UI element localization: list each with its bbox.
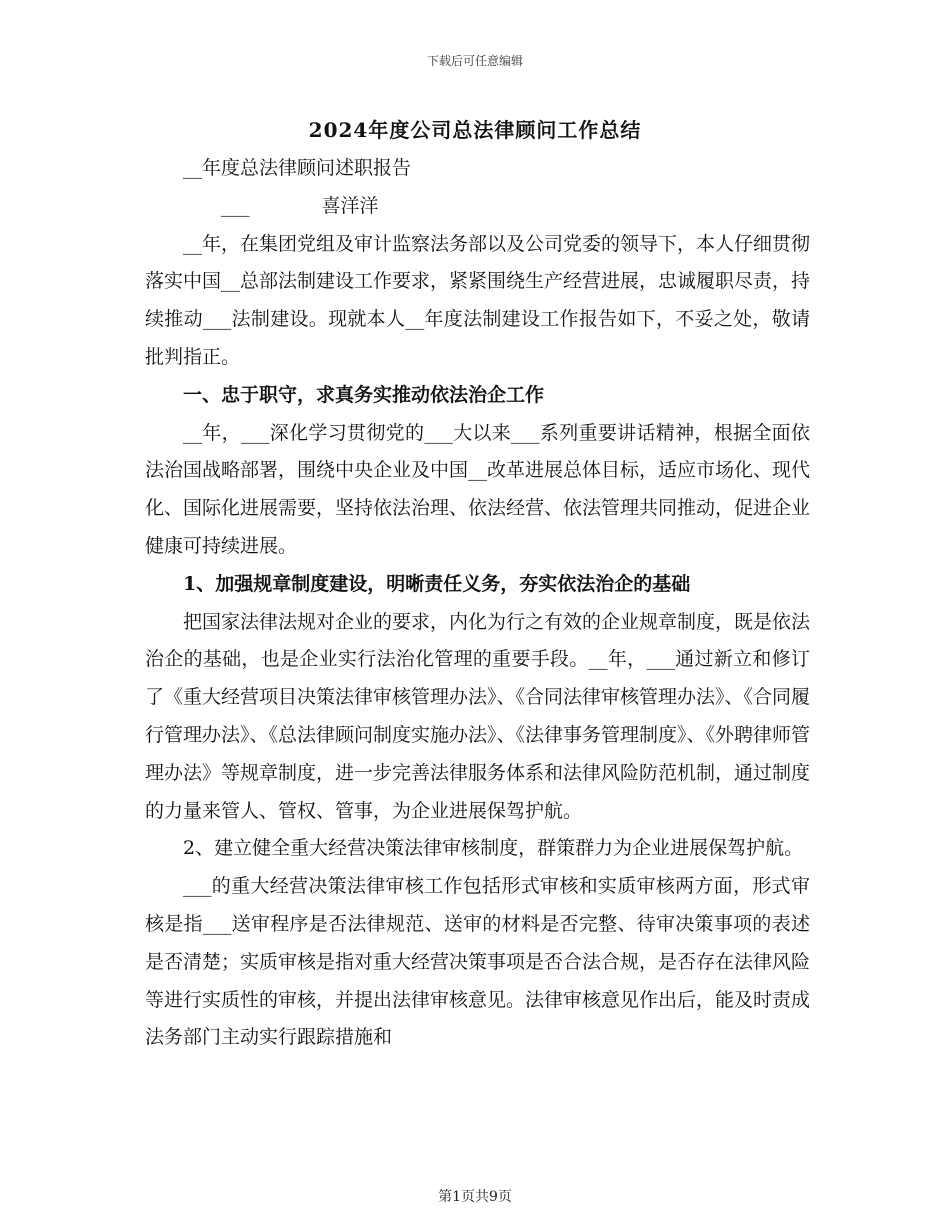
paragraph-intro: __年，在集团党组及审计监察法务部以及公司党委的领导下，本人仔细贯彻落实中国__总部法制建设工作要求，紧紧围绕生产经营进展，忠诚履职尽责，持续推动___法制建设。现就本人__年度法制建设工作报告如下，不妥之处，敬请批判指正。 bbox=[145, 232, 811, 368]
author-line bbox=[145, 188, 810, 226]
document-body bbox=[145, 150, 810, 1057]
paragraph-section-1: __年，___深化学习贯彻党的___大以来___系列重要讲话精神，根据全面依法治国战略部署，围绕中央企业及中国__改革进展总体目标，适应市场化、现代化、国际化进展需要，坚持依法治理、依法经营、依法管理共同推动，促进企业健康可持续进展。 bbox=[145, 421, 811, 557]
page-footer: 第1页共9页 bbox=[438, 1189, 512, 1205]
document-title: 2024年度公司总法律顾问工作总结 bbox=[308, 118, 642, 142]
paragraph-subsection-2: 2、建立健全重大经营决策法律审核制度，群策群力为企业进展保驾护航。 bbox=[183, 837, 804, 860]
subsection-heading-1: 1、加强规章制度建设，明晰责任义务，夯实依法治企的基础 bbox=[183, 572, 691, 595]
paragraph-regulations: 把国家法律法规对企业的要求，内化为行之有效的企业规章制度，既是依法治企的基础，也是企业实行法治化管理的重要手段。__年，___通过新立和修订了《重大经营项目决策法律审核管理办法》、《合同法律审核管理办法》、《合同履行管理办法》、《总法律顾问制度实施办法》、《法律事务管理制度》、《外聘律师管理办法》等规章制度，进一步完善法律服务体系和法律风险防范机制，通过制度的力量来管人、管权、管事，为企业进展保驾护航。 bbox=[145, 610, 811, 822]
author-blank: ___ bbox=[221, 194, 250, 217]
section-heading-1: 一、忠于职守，求真务实推动依法治企工作 bbox=[183, 383, 545, 406]
paragraph-legal-review: ___的重大经营决策法律审核工作包括形式审核和实质审核两方面，形式审核是指___送审程序是否法律规范、送审的材料是否完整、待审决策事项的表述是否清楚；实质审核是指对重大经营决策事项是否合法合规，是否存在法律风险等进行实质性的审核，并提出法律审核意见。法律审核意见作出后，能及时责成法务部门主动实行跟踪措施和 bbox=[145, 875, 811, 1049]
page-header-note: 下载后可任意编辑 bbox=[426, 54, 523, 68]
subtitle: __年度总法律顾问述职报告 bbox=[183, 157, 412, 179]
author-name: 喜洋洋 bbox=[321, 194, 379, 217]
